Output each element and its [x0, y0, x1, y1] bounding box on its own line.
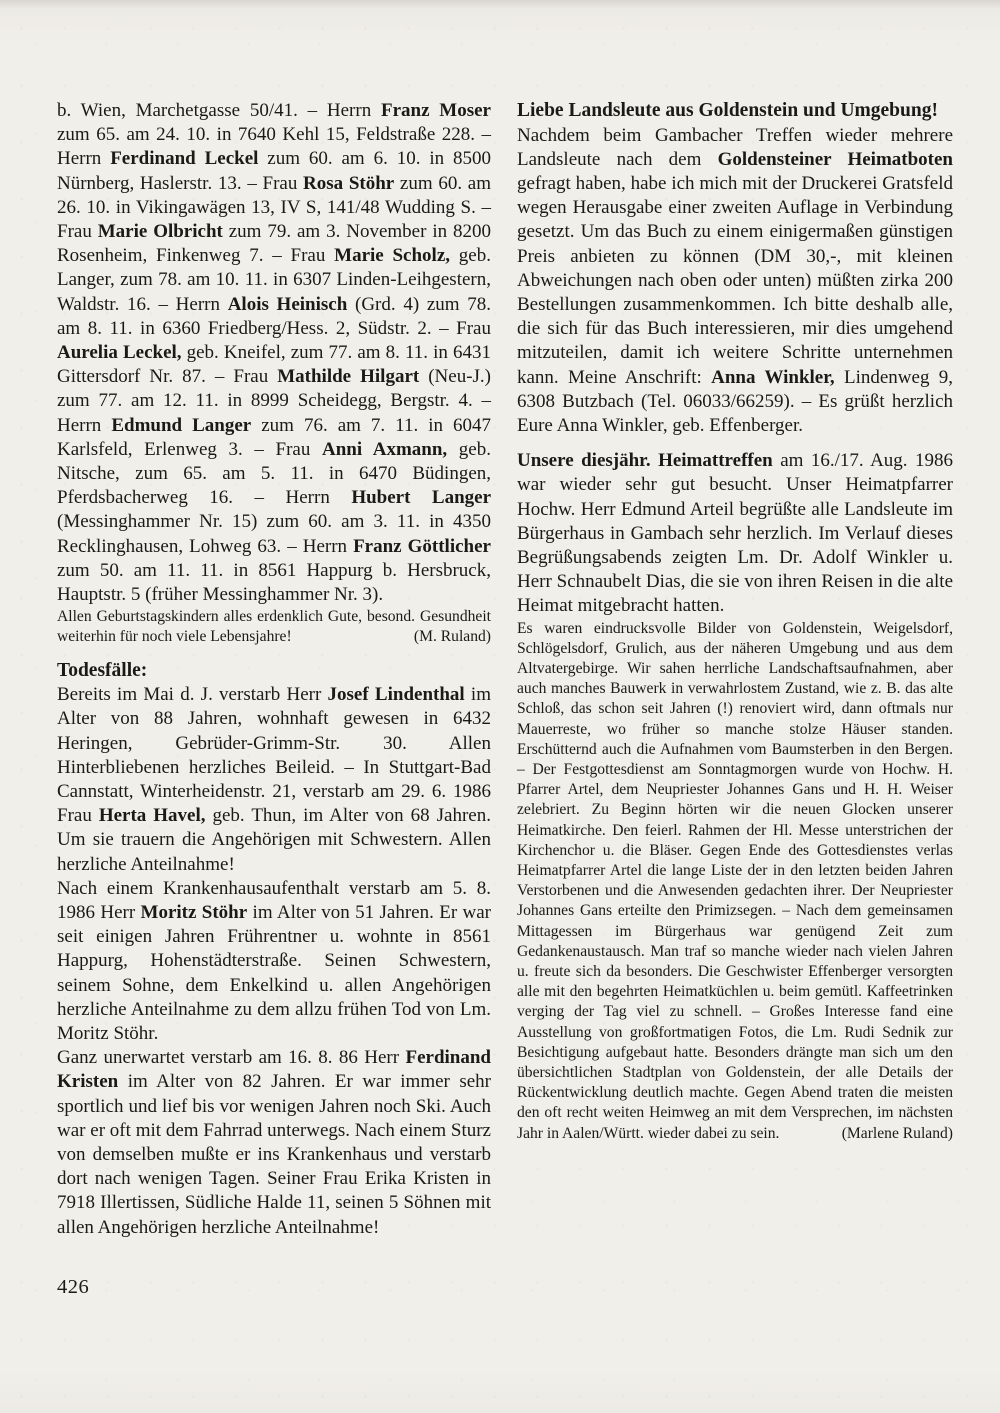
text-run: Todesfälle: — [57, 659, 148, 681]
bold-text-run: Marie Scholz, — [334, 245, 451, 267]
text-run: Bereits im Mai d. J. verstarb Herr — [57, 684, 328, 706]
text-run: im Alter von 88 Jahren, wohnhaft gewesen in 6432 Heringen, Gebrüder-Grimm-Str. 30. Allen Hinterbliebenen herzliches Beileid. – In Stuttgart-Bad Cannstatt, Winterheidenstr. 21, verstarb am 29. 6. 1986 Frau — [57, 684, 491, 827]
text-run: im Alter von 51 Jahren. Er war seit einigen Jahren Frührentner u. wohnte in 8561 Happurg, Hohenstädterstraße. Seinen Schwestern, seinem Sohne, dem Enkelkind u. allen Angehörigen herzliche Anteilnahme zu dem allzu frühen Tod von Lm. Moritz Stöhr. — [57, 902, 491, 1045]
text-run: Nachdem beim Gambacher Treffen wieder mehrere Landsleute nach dem — [517, 124, 953, 170]
text-run: zum 76. am 7. 11. in 6047 Karlsfeld, Erlenweg 3. – Frau — [57, 414, 492, 460]
obituary-moritz-stoehr — [57, 877, 491, 1046]
text-run: zum 50. am 11. 11. in 8561 Happurg b. Hersbruck, Hauptstr. 5 (früher Messinghammer Nr. 3). — [57, 559, 491, 606]
bold-text-run: Josef Lindenthal — [327, 684, 465, 706]
text-run: am 16./17. Aug. 1986 war wieder sehr gut besucht. Unser Heimatpfarrer Hochw. Herr Edmund Arteil begrüßte alle Landsleute im Bürgerhaus in Gambach sehr herzlich. Im Verlauf dieses Begrüßungsabends zeigten Lm. Dr. Adolf Winkler u. Herr Schnaubelt Dias, die sie von ihren Reisen in die alte Heimat mitgebracht hatten. — [517, 450, 954, 617]
text-run: Es waren eindrucksvolle Bilder von Goldenstein, Weigelsdorf, Schlögelsdorf, Grulich, aus der näheren Umgebung und aus dem Altvatergebirge. Wir sahen herrliche Landschaftsaufnahmen, aber auch manches Bauwerk in verwahrlostem Zustand, wie z. B. das alte Schloß, das schon seit Jahren (!) renoviert wird, dann oftmals nur Mauerreste, wo früher so manche stolze Häuser standen. Erschütternd auch die Aufnahmen vom Baumsterben in den Bergen. – Der Festgottesdienst am Sonntagmorgen wurde von Hochw. H. Pfarrer Artel, dem Neupriester Johannes Gans und H. H. Weiser zelebriert. Zu Beginn hörten wir die neuen Glocken unserer Heimatkirche. Den feierl. Rahmen der Hl. Messe unterstrichen der Kirchenchor u. die Bläser. Gegen Ende des Gottesdienstes verlas Heimatpfarrer Artel die lange Liste der in den letzten beiden Jahren Verstorbenen und die Anwesenden gedachten ihrer. Der Neupriester Johannes Gans erteilte den Primizsegen. – Nach dem gemeinsamen Mittagessen im Bürgerhaus war genügend Zeit zum Gedankenaustausch. Man traf so manche wieder nach vielen Jahren u. freute sich da besonders. Die Geschwister Effenberger versorgten alle mit den begehrten Heimatküchlen u. beim gemütl. Kaffeetrinken verging der Tag viel zu schnell. – Großes Interesse fand eine Ausstellung von großfortmatigen Fotos, die Lm. Rudi Sednik zur Besichtigung aufgebaut hatte. Besonders drängte man sich um den übersichtlichen Stadtplan von Goldenstein, der alle Details der Rückentwicklung deutlich machte. Gegen Abend traten die meisten den oft recht weiten Heimweg an mit dem Versprechen, im nächsten Jahr in Aalen/Württ. wieder dabei zu sein. — [517, 619, 953, 1142]
text-run: b. Wien, Marchetgasse 50/41. – Herrn — [57, 100, 381, 121]
text-run: Ganz unerwartet verstarb am 16. 8. 86 Herr — [57, 1047, 406, 1069]
text-run: zum 79. am 3. November in 8200 Rosenheim, Finkenweg 7. – Frau — [57, 221, 491, 267]
birthday-wishes-note — [57, 607, 491, 647]
bold-text-run: Goldensteiner Heimatboten — [717, 148, 953, 170]
right-column — [517, 99, 953, 1144]
text-run: geb. Langer, zum 78. am 10. 11. in 6307 Linden-Leihgestern, Waldstr. 16. – Herrn — [57, 245, 491, 315]
text-run: geb. Kneifel, zum 77. am 8. 11. in 6431 Gittersdorf Nr. 87. – Frau — [57, 342, 491, 388]
attribution-text: (Marlene Ruland) — [841, 1124, 953, 1142]
text-run: Lindenweg 9, 6308 Butzbach (Tel. 06033/66259). – Es grüßt herzlich Eure Anna Winkler, geb. Effenberger. — [517, 366, 953, 436]
attribution-text: (M. Ruland) — [413, 628, 491, 646]
bold-text-run: Unsere diesjähr. Heimattreffen — [517, 450, 773, 472]
obituary-ferdinand-kristen — [57, 1046, 491, 1240]
birthday-announcements — [57, 99, 491, 607]
bold-text-run: Anna Winkler, — [711, 366, 835, 388]
bold-text-run: Rosa Stöhr — [303, 172, 395, 194]
heimattreffen-report — [517, 449, 953, 618]
text-run: Allen Geburtstagskindern alles erdenklich Gute, besond. Gesundheit weiterhin für noch viele Lebensjahre! — [57, 608, 491, 646]
text-run: geb. Thun, im Alter von 68 Jahren. Um sie trauern die Angehörigen mit Schwestern. Allen herzliche Anteilnahme! — [57, 805, 491, 875]
heimattreffen-details — [517, 619, 953, 1144]
obituary-lindenthal-havel — [57, 683, 491, 877]
text-run: gefragt haben, habe ich mich mit der Druckerei Gratsfeld wegen Herausgabe einer zweiten Auflage in Verbindung gesetzt. Um das Buch zu einem einigermaßen günstigen Preis anbieten zu können (DM 30,-, mit kleinen Abweichungen nach oben oder unten) müßten zirka 200 Bestellungen zusammenkommen. Ich bitte deshalb alle, die sich für das Buch interessieren, mir dies umgehend mitzuteilen, damit ich weitere Schritte unternehmen kann. Meine Anschrift: — [517, 172, 953, 388]
text-run: zum 60. am 26. 10. in Vikingawägen 13, IV S, 141/48 Wudding S. – Frau — [57, 172, 491, 243]
text-run: zum 65. am 24. 10. in 7640 Kehl 15, Feldstraße 228. – Herrn — [57, 124, 491, 170]
bold-text-run: Ferdinand Kristen — [57, 1047, 491, 1093]
bold-text-run: Hubert Langer — [351, 487, 492, 509]
todesfaelle-heading — [57, 659, 491, 684]
bold-text-run: Moritz Stöhr — [140, 902, 248, 923]
bold-text-run: Edmund Langer — [111, 414, 252, 436]
heimatbote-second-edition — [517, 124, 953, 439]
text-run: geb. Nitsche, zum 65. am 5. 11. in 6470 Büdingen, Pferdsbacherweg 16. – Herrn — [57, 438, 491, 509]
bold-text-run: Franz Moser — [380, 100, 491, 121]
text-run: (Messinghammer Nr. 15) zum 60. am 3. 11. in 4350 Recklinghausen, Lohweg 63. – Herrn — [57, 511, 491, 557]
bold-text-run: Aurelia Leckel, — [57, 342, 182, 364]
page-number: 426 — [57, 1276, 90, 1298]
text-run: zum 60. am 6. 10. in 8500 Nürnberg, Haslerstr. 13. – Frau — [57, 148, 491, 194]
bold-text-run: Alois Heinisch — [227, 293, 348, 315]
text-run: (Grd. 4) zum 78. am 8. 11. in 6360 Friedberg/Hess. 2, Südstr. 2. – Frau — [57, 293, 492, 339]
bold-text-run: Franz Göttlicher — [353, 535, 491, 557]
bold-text-run: Herta Havel, — [98, 805, 206, 827]
goldenstein-greeting-heading — [517, 99, 953, 124]
text-run: Liebe Landsleute aus Goldenstein und Umgebung! — [517, 100, 938, 121]
bold-text-run: Mathilde Hilgart — [277, 366, 420, 388]
scan-edge-shadow — [0, 0, 1000, 9]
left-column — [57, 99, 491, 1240]
text-run: im Alter von 82 Jahren. Er war immer sehr sportlich und lief bis vor wenigen Jahren noch Ski. Auch war er oft mit dem Fahrrad unterwegs. Nach einem Sturz von demselben mußte er ins Krankenhaus und verstarb dort nach wenigen Tagen. Seiner Frau Erika Kristen in 7918 Illertissen, Südliche Halde 11, seinen 5 Söhnen mit allen Angehörigen herzliche Anteilnahme! — [57, 1071, 491, 1238]
bold-text-run: Anni Axmann, — [322, 438, 448, 460]
bold-text-run: Marie Olbricht — [97, 221, 223, 243]
bold-text-run: Ferdinand Leckel — [110, 148, 259, 170]
text-run: (Neu-J.) zum 77. am 12. 11. in 8999 Scheidegg, Bergstr. 4. – Herrn — [57, 366, 492, 436]
text-run: Nach einem Krankenhausaufenthalt verstarb am 5. 8. 1986 Herr — [57, 877, 491, 923]
